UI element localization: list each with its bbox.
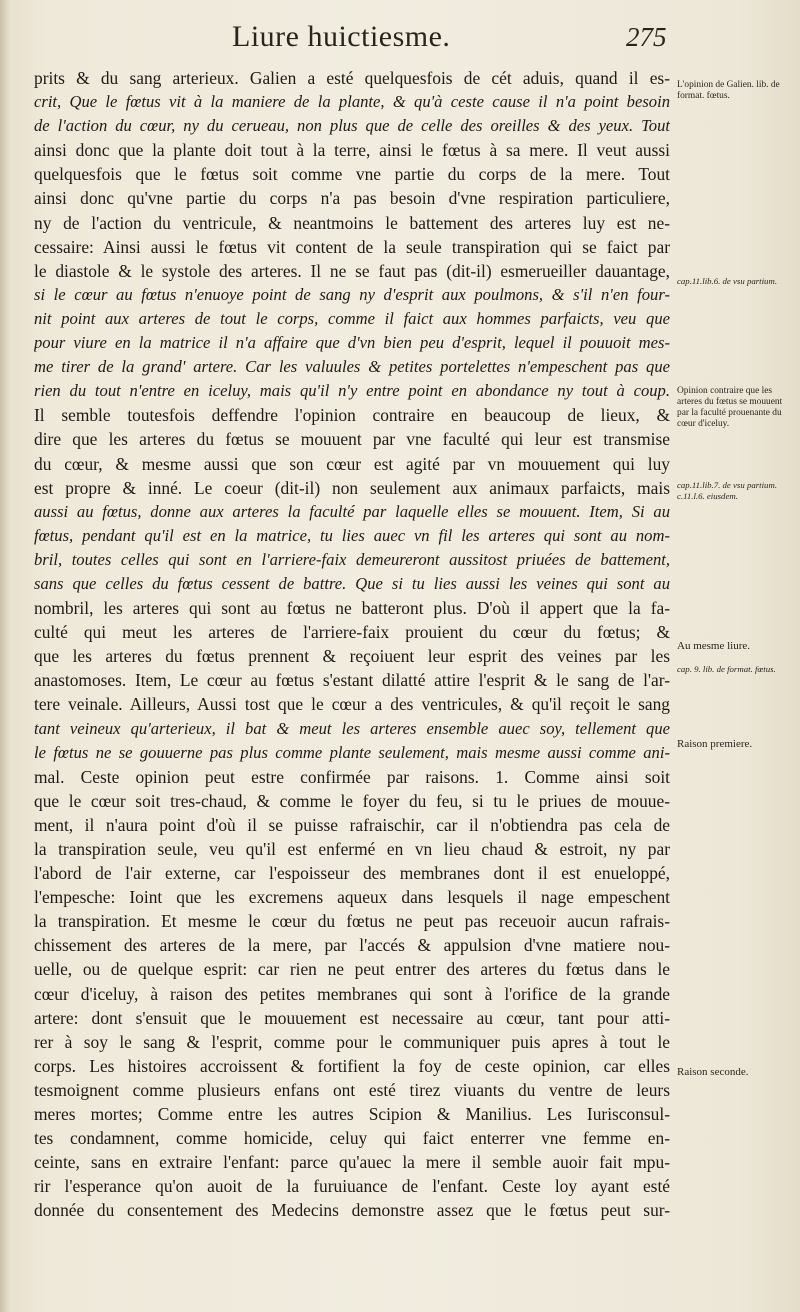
text-line: crit, Que le fœtus vit à la maniere de la plante, & qu'à ceste cause il n'a point besoin [34, 92, 670, 112]
text-line: artere: dont s'ensuit que le mouuement est necessaire au cœur, tant pour atti- [34, 1007, 670, 1028]
page-number: 275 [626, 22, 667, 52]
text-line: si le cœur au fœtus n'enuoye point de sang ny d'esprit aux poulmons, & s'il n'en four- [34, 284, 670, 304]
text-line: ceinte, sans en extraire l'enfant: parce qu'auec la mere il semble auoir fait mpu- [34, 1152, 670, 1173]
text-line: pour viure en la matrice il n'a affaire que d'vn bien peu d'esprit, lequel il pouuoit mes- [34, 333, 670, 353]
margin-note: Raison seconde. [677, 1066, 749, 1078]
text-line: ment, il n'aura point d'où il se puisse rafraischir, car il n'obtiendra pas cela de [34, 814, 670, 835]
text-line: que les arteres du fœtus prennent & reçoiuent leur esprit des veines par les [34, 646, 670, 667]
text-line: le fœtus ne se gouuerne pas plus comme plante seulement, mais mesme aussi comme ani- [34, 742, 670, 762]
text-line: anastomoses. Item, Le cœur au fœtus s'estant dilatté attire l'esprit & le sang de l'ar- [34, 670, 670, 691]
text-line: tere veinale. Ailleurs, Aussi tost que le cœur a des ventricules, & qu'il reçoit le sang [34, 694, 670, 715]
text-line: bril, toutes celles qui sont en l'arriere-faix demeureront aussitost priuées de battement, [34, 549, 670, 569]
text-line: meres mortes; Comme entre les autres Scipion & Manilius. Les Iurisconsul- [34, 1104, 670, 1125]
text-line: le diastole & le systole des arteres. Il ne se faut pas (dit-il) esmerueiller dauantage, [34, 260, 670, 281]
text-line: l'abord de l'air externe, car l'espoisseur des membranes dont il est enueloppé, [34, 863, 670, 884]
margin-note: cap.11.lib.7. de vsu partium. c.11.l.6. eiusdem. [677, 480, 778, 501]
text-line: uelle, ou de quelque esprit: car rien ne peut entrer des arteres du fœtus dans le [34, 959, 670, 980]
text-line: cessaire: Ainsi aussi le fœtus vit content de la seule transpiration qui se faict par [34, 236, 670, 257]
text-line: tesmoignent comme plusieurs enfans ont esté tirez viuants du ventre de leurs [34, 1079, 670, 1100]
text-line: ny de l'action du ventricule, & neantmoins le battement des arteres luy est ne- [34, 212, 670, 233]
margin-note: cap. 9. lib. de format. fœtus. [677, 664, 776, 674]
text-line: ainsi donc qu'vne partie du corps n'a pas besoin d'vne respiration particuliere, [34, 188, 670, 209]
running-title: Liure huictiesme. [232, 20, 451, 53]
text-line: est propre & inné. Le coeur (dit-il) non seulement aux animaux parfaicts, mais [34, 477, 670, 498]
text-line: que le cœur soit tres-chaud, & comme le foyer du feu, si tu le priues de mouue- [34, 790, 670, 811]
text-line: l'empesche: Ioint que les excremens aqueux dans lesquels il nage empeschent [34, 887, 670, 908]
text-line: rien du tout n'entre en iceluy, mais qu'il n'y entre point en abondance ny tout à coup. [34, 381, 670, 401]
margin-note: cap.11.lib.6. de vsu partium. [677, 276, 778, 286]
text-line: mal. Ceste opinion peut estre confirmée par raisons. 1. Comme ainsi soit [34, 766, 670, 787]
text-line: chissement des arteres de la mere, par l'accés & appulsion d'vne matiere nou- [34, 935, 670, 956]
text-line: prits & du sang arterieux. Galien a esté quelquesfois de cét aduis, quand il es- [34, 68, 670, 88]
page-gutter-shadow [0, 0, 10, 1312]
text-line: la transpiration seule, veu qu'il est enfermé en vn lieu chaud & estroit, ny par [34, 839, 670, 859]
text-line: Il semble toutesfois deffendre l'opinion contraire en beaucoup de lieux, & [34, 405, 670, 426]
text-line: tant veineux qu'arterieux, il bat & meut les arteres ensemble auec soy, tellement que [34, 718, 670, 738]
text-line: fœtus, pendant qu'il est en la matrice, tu lies auec vn fil les arteres qui sont au nom- [34, 525, 670, 545]
text-line: donnée du consentement des Medecins demonstre assez que le fœtus peut sur- [34, 1200, 670, 1221]
text-line: la transpiration. Et mesme le cœur du fœtus ne peut pas receuoir aucun rafrais- [34, 911, 670, 932]
margin-note: L'opinion de Galien. lib. de format. fœtus. [677, 80, 780, 101]
text-line: dire que les arteres du fœtus se mouuent par vne faculté qui leur est transmise [34, 429, 670, 450]
page-header [0, 20, 800, 60]
text-line: culté qui meut les arteres de l'arriere-faix prouient du cœur du fœtus; & [34, 622, 670, 643]
margin-note: Opinion contraire que les arteres du fœtus se mouuent par la faculté prouenante du cœur d'iceluy. [677, 386, 783, 429]
text-line: aussi au fœtus, donne aux arteres la faculté par laquelle elles se mouuent. Item, Si au [34, 501, 670, 521]
margin-note: Au mesme liure. [677, 640, 751, 652]
text-line: tes condamnent, comme homicide, celuy qui faict enterrer vne femme en- [34, 1128, 670, 1149]
text-line: nit point aux arteres de tout le corps, comme il faict aux hommes parfaicts, veu que [34, 308, 670, 328]
text-line: corps. Les histoires accroissent & fortifient la foy de ceste opinion, car elles [34, 1055, 670, 1076]
text-line: ainsi donc que la plante doit tout à la terre, ainsi le fœtus à sa mere. Il veut aussi [34, 140, 670, 161]
text-line: nombril, les arteres qui sont au fœtus ne batteront plus. D'où il appert que la fa- [34, 598, 670, 619]
text-line: quelquesfois que le fœtus soit comme vne partie du corps de la mere. Tout [34, 164, 670, 185]
text-line: me tirer de la grand' artere. Car les valuules & petites portelettes n'empeschent pas que [34, 357, 670, 377]
margin-note: Raison premiere. [677, 738, 753, 750]
text-line: sans que celles du fœtus cessent de battre. Que si tu lies aussi les veines qui sont au [34, 573, 670, 593]
text-line: cœur d'iceluy, à raison des petites membranes qui sont à l'orifice de la grande [34, 983, 670, 1004]
main-text-column [34, 66, 670, 1223]
text-line: rir l'esperance qu'on auoit de la furuiuance de l'enfant. Ceste loy ayant esté [34, 1176, 670, 1197]
text-line: de l'action du cœur, ny du cerueau, non plus que de celle des oreilles & des yeux. Tout [34, 116, 670, 136]
text-line: rer à soy le sang & l'esprit, comme pour le communiquer puis apres à tout le [34, 1031, 670, 1052]
text-line: du cœur, & mesme aussi que son cœur est agité par vn mouuement qui luy [34, 453, 670, 474]
